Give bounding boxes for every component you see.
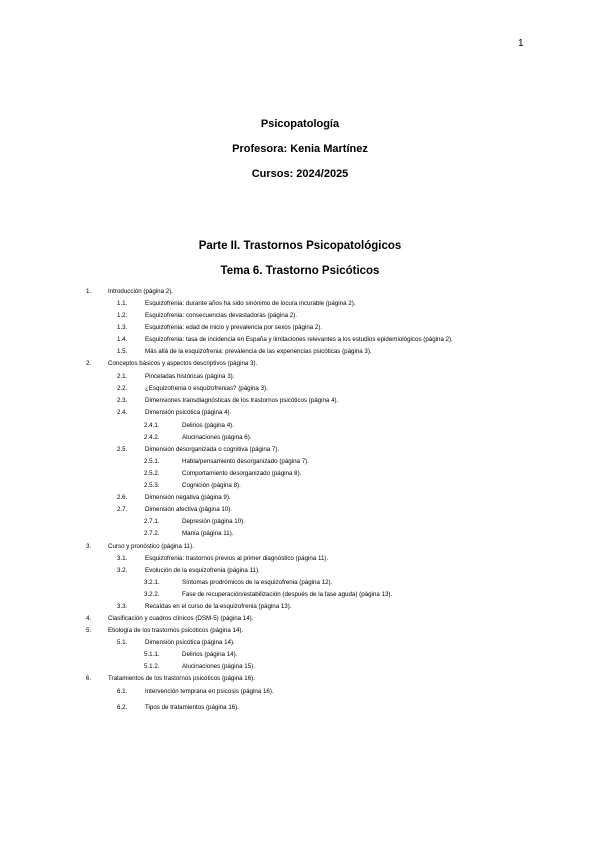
toc-item-text: Dimensión desorganizada o cognitiva (página 7). bbox=[145, 446, 280, 453]
toc-item-number: 3.1. bbox=[117, 555, 128, 562]
toc-item-number: 5.1. bbox=[117, 639, 128, 646]
toc-item bbox=[117, 324, 323, 331]
toc-item-number: 2.4.2. bbox=[144, 434, 160, 441]
toc-item bbox=[117, 300, 356, 307]
toc-item bbox=[117, 555, 329, 562]
toc-item-text: Comportamiento desorganizado (página 8). bbox=[182, 470, 302, 477]
toc-item bbox=[117, 397, 339, 404]
toc-item bbox=[144, 422, 234, 429]
toc-item-text: Clasificación y cuadros clínicos (DSM-5) (página 14). bbox=[108, 615, 254, 622]
toc-item-text: Intervención temprana en psicosis (página 16). bbox=[145, 688, 274, 695]
toc-item bbox=[144, 482, 241, 489]
toc-item-number: 3.2.2. bbox=[144, 591, 160, 598]
toc-item bbox=[117, 409, 232, 416]
toc-item-text: Esquizofrenia: edad de inicio y prevalencia por sexos (página 2). bbox=[145, 324, 323, 331]
toc-item bbox=[117, 494, 231, 501]
toc-item bbox=[117, 336, 453, 343]
toc-item-text: Dimensiones transdiagnósticas de los trastornos psicóticos (página 4). bbox=[145, 397, 339, 404]
toc-item-text: Fase de recuperación/estabilización (después de la fase aguda) (página 13). bbox=[182, 591, 393, 598]
toc-item-text: Esquizofrenia: durante años ha sido sinónimo de locura incurable (página 2). bbox=[145, 300, 356, 307]
toc-item-number: 5.1.2. bbox=[144, 663, 160, 670]
toc-item bbox=[117, 567, 260, 574]
professor-line: Profesora: Kenia Martínez bbox=[232, 143, 368, 155]
toc-item bbox=[117, 688, 274, 695]
toc-item-text: Dimensión psicótica (página 4). bbox=[145, 409, 232, 416]
toc-item-text: Dimensión afectiva (página 10). bbox=[145, 506, 233, 513]
toc-item-text: Esquizofrenia: consecuencias devastadoras (página 2). bbox=[145, 312, 298, 319]
toc-item-text: Cognición (página 8). bbox=[182, 482, 241, 489]
toc-item-number: 2.6. bbox=[117, 494, 128, 501]
toc-item-number: 2.7.2. bbox=[144, 530, 160, 537]
toc-item bbox=[144, 434, 252, 441]
toc-item-text: Pinceladas históricas (página 3). bbox=[145, 373, 235, 380]
toc-item-number: 6.2. bbox=[117, 704, 128, 711]
toc-item bbox=[144, 579, 333, 586]
toc-item-text: Síntomas prodrómicos de la esquizofrenia (página 12). bbox=[182, 579, 333, 586]
toc-item-text: Delirios (página 4). bbox=[182, 422, 234, 429]
toc-item-text: Evolución de la esquizofrenia (página 11). bbox=[145, 567, 260, 574]
toc-item-number: 2.1. bbox=[117, 373, 128, 380]
toc-item-text: Delirios (página 14). bbox=[182, 651, 238, 658]
document-title: Psicopatología bbox=[260, 118, 340, 130]
toc-item-text: Conceptos básicos y aspectos descriptivos (página 3). bbox=[108, 360, 258, 367]
toc-item-text: Alucinaciones (página 15). bbox=[182, 663, 255, 670]
toc-item-number: 6.1. bbox=[117, 688, 128, 695]
toc-item-text: Depresión (página 10). bbox=[182, 518, 245, 525]
toc-item bbox=[117, 385, 268, 392]
toc-item-text: Más allá de la esquizofrenia: prevalencia de las experiencias psicóticas (página 3). bbox=[145, 348, 372, 355]
toc-item bbox=[117, 639, 235, 646]
toc-item-text: ¿Esquizofrenia o esquizofrenias? (página 3). bbox=[145, 385, 268, 392]
toc-item bbox=[144, 651, 238, 658]
toc-item-text: Tratamientos de los trastornos psicóticos (página 16). bbox=[108, 675, 255, 682]
toc-item bbox=[117, 603, 292, 610]
toc-item-text: Introducción (página 2). bbox=[108, 288, 174, 295]
toc-item-text: Manía (página 11). bbox=[182, 530, 234, 537]
toc-item-number: 3.3. bbox=[117, 603, 128, 610]
toc-item-text: Esquizofrenia: tasa de incidencia en España y limitaciones relevantes a los estudios epidemiológicos (página 2). bbox=[145, 336, 453, 343]
toc-item-number: 2.2. bbox=[117, 385, 128, 392]
toc-item bbox=[144, 663, 255, 670]
toc-item bbox=[117, 446, 280, 453]
toc-item-number: 2.7.1. bbox=[144, 518, 160, 525]
toc-item-number: 3.2. bbox=[117, 567, 128, 574]
page-number: 1 bbox=[518, 38, 524, 49]
toc-item-number: 3.2.1. bbox=[144, 579, 160, 586]
toc-item bbox=[144, 518, 245, 525]
toc-item bbox=[117, 348, 372, 355]
toc-item-text: Recaídas en el curso de la esquizofrenia (página 13). bbox=[145, 603, 292, 610]
courses-line: Cursos: 2024/2025 bbox=[251, 168, 349, 180]
toc-item-number: 2.5.3. bbox=[144, 482, 160, 489]
topic-heading: Tema 6. Trastorno Psicóticos bbox=[220, 265, 380, 277]
toc-item-number: 2.4. bbox=[117, 409, 128, 416]
toc-item-number: 1.5. bbox=[117, 348, 128, 355]
toc-item-text: Alucinaciones (página 6). bbox=[182, 434, 252, 441]
toc-item-number: 1.4. bbox=[117, 336, 128, 343]
toc-item-number: 2.7. bbox=[117, 506, 128, 513]
toc-item bbox=[144, 470, 302, 477]
toc-item-number: 2.3. bbox=[117, 397, 128, 404]
toc-item bbox=[144, 458, 309, 465]
toc-item-number: 1.3. bbox=[117, 324, 128, 331]
toc-item bbox=[117, 373, 235, 380]
toc-item-text: Esquizofrenia: trastornos previos al primer diagnóstico (página 11). bbox=[145, 555, 329, 562]
toc-item-number: 2.5. bbox=[117, 446, 128, 453]
toc-item-text: Tipos de tratamientos (página 16). bbox=[145, 704, 240, 711]
toc-item-text: Dimensión negativa (página 9). bbox=[145, 494, 231, 501]
toc-item bbox=[117, 506, 233, 513]
toc-item-number: 1.2. bbox=[117, 312, 128, 319]
toc-item-number: 5.1.1. bbox=[144, 651, 160, 658]
toc-item-text: Habla/pensamiento desorganizado (página 7). bbox=[182, 458, 309, 465]
toc-item-number: 1.1. bbox=[117, 300, 128, 307]
toc-item bbox=[117, 704, 240, 711]
toc-item-text: Etiología de los trastornos psicóticos (página 14). bbox=[108, 627, 244, 634]
toc-item-number: 2.5.1. bbox=[144, 458, 160, 465]
toc-item-text: Dimensión psicótica (página 14). bbox=[145, 639, 235, 646]
toc-item bbox=[144, 530, 234, 537]
part-heading: Parte II. Trastornos Psicopatológicos bbox=[198, 240, 402, 252]
toc-item-number: 2.5.2. bbox=[144, 470, 160, 477]
toc-item bbox=[144, 591, 393, 598]
toc-item-number: 2.4.1. bbox=[144, 422, 160, 429]
toc-item-text: Curso y pronóstico (página 11). bbox=[108, 543, 194, 550]
toc-item bbox=[117, 312, 298, 319]
